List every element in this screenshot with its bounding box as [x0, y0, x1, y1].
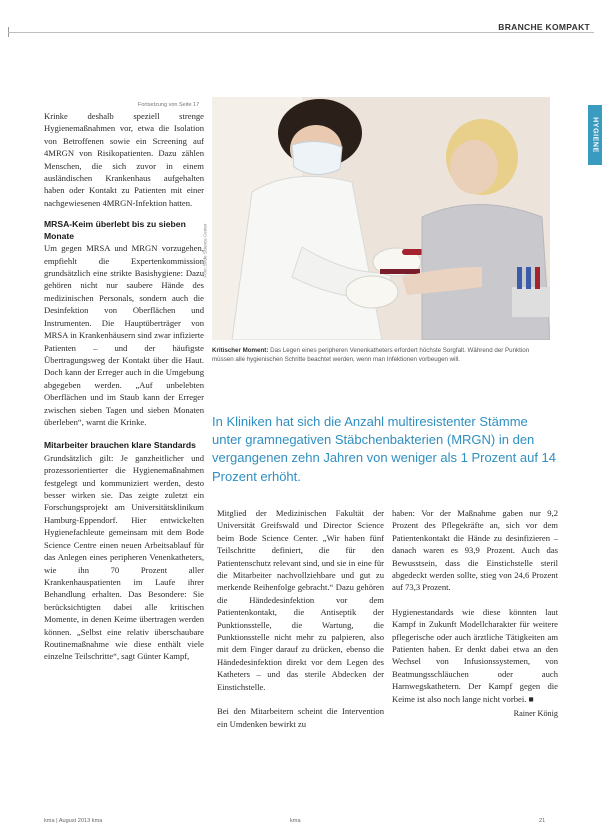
- footer-left: kma | August 2013 kma: [44, 818, 103, 824]
- footer-mid: kma: [290, 818, 301, 824]
- paragraph-col2-2: Bei den Mitarbeitern scheint die Intervention ein Umdenken bewirkt zu: [217, 706, 384, 729]
- author: Rainer König: [513, 709, 558, 719]
- column-2: [217, 507, 384, 730]
- caption-lead: Kritischer Moment:: [212, 347, 269, 354]
- photo-blood-draw: [212, 97, 550, 340]
- end-mark: ■: [528, 693, 534, 704]
- photo-credit: Foto: Bode Science Center: [202, 223, 208, 278]
- photo-illustration: [212, 97, 550, 340]
- side-tab-label: HYGIENE: [591, 117, 599, 153]
- photo-caption: [212, 346, 550, 364]
- column-1: [44, 110, 204, 663]
- subheading-mrsa: MRSA-Keim überlebt bis zu sieben Monate: [44, 219, 186, 241]
- paragraph-mrsa: Um gegen MRSA und MRGN vorzugehen, empfiehlt die Expertenkommission grundsätzlich eine strikte Basishygiene: Dazu gehören nicht nur saubere Hände des medizinischen Personals, sondern auch die Desinfektion von Oberflächen und Instrumenten. Die Hauptüberträger von MRSA in Krankenhäusern sind zwar infizierte Patienten – und der häufigste Übertragungsweg der Kontakt über die Haut. Doch kann der Erreger auch in die Umgebung abgegeben werden. „Auf unbelebten Oberflächen und im Staub kann der Erreger zwischen sieben Tagen und sieben Monaten überleben“, warnt die Krinke.: [44, 243, 204, 427]
- side-tab: [588, 105, 602, 165]
- paragraph-col3-2: [392, 606, 558, 705]
- page-number: 21: [539, 818, 546, 824]
- column-3: [392, 507, 558, 721]
- caption-text: Das Legen eines peripheren Venenkatheters erfordert höchste Sorgfalt. Während der Punktion müssen alle hygienischen Schritte beachtet werden, wenn man Infektionen vorbeugen will.: [212, 347, 530, 363]
- section-label: BRANCHE KOMPAKT: [498, 22, 590, 32]
- paragraph-col3-1: haben: Vor der Maßnahme gaben nur 9,2 Prozent des Pflegekräfte an, sich vor dem Patientenkontakt die Hände zu desinfizieren – danach waren es 93,9 Prozent. Auch das Bewusstsein, dass die Einstichstelle steril abgedeckt werden sollte, stieg von 24,6 Prozent auf 73,3 Prozent.: [392, 508, 558, 593]
- subheading-standards: Mitarbeiter brauchen klare Standards: [44, 440, 196, 451]
- intro-paragraph: Krinke deshalb speziell strenge Hygienemaßnahmen vor, etwa die Isolation von Betroffenen sowie ein Screening auf 4MRGN von Risikopatienten. Dazu zählen Menschen, die sich zuvor in einem ausländischen Krankenhaus aufgehalten haben oder Kontakt zu Patienten mit einer nachgewiesenen 4MRGN-Infektion hatten.: [44, 111, 204, 208]
- paragraph-standards: Grundsätzlich gilt: Je ganzheitlicher und prozessorientierter die Hygienemaßnahmen festgelegt und kommuniziert werden, desto besser wirken sie. Das zeigte zuletzt ein Forschungsprojekt am Universitätsklinikum Hamburg-Eppendorf. Hier entwickelten Hygienefachleute gemeinsam mit dem Bode Science Centre einen neuen Arbeitsablauf für das Anlegen eines peripheren Venenkatheters, wie ihn 70 Prozent aller Krankenhauspatienten im Laufe ihrer Behandlung erhalten. Das Besondere: Sie berücksichtigten dabei alle kritischen Momente, in denen Keime übertragen werden können. „Selbst eine relativ überschaubare Routinemaßnahme wie diese enthält viele einzelne Teilschritte“, sagt Günter Kampf,: [44, 452, 204, 662]
- paragraph-col2-1: Mitglied der Medizinischen Fakultät der Universität Greifswald und Director Science beim Bode Science Center. „Wir haben fünf Teilschritte definiert, die für den Patientenschutz relevant sind, und sie in eine für die Mitarbeiter nachvollziehbare und gut zu merkende Reihenfolge gebracht.“ Dazu gehören die Händedesinfektion vor dem Patientenkontakt, die Antiseptik der Punktionsstelle, die Wartung, die Punktionsstelle nicht mehr zu palpieren, also mit dem Finger darauf zu drücken, ebenso die Händedesinfektion direkt vor dem Legen des Katheters – und das sterile Abdecken der Einstichstelle.: [217, 508, 384, 692]
- pull-quote: In Kliniken hat sich die Anzahl multiresistenter Stämme unter gramnegativen Stäbchenbakterien (MRGN) in den vergangenen zehn Jahren von weniger als 1 Prozent auf 14 Prozent erhöht.: [212, 414, 557, 484]
- header-rule: [8, 32, 594, 33]
- paragraph-col3-2-text: Hygienestandards wie diese könnten laut Kampf in Zukunft Modellcharakter für weitere pflegerische oder auch ärztliche Tätigkeiten am Patienten haben. Er denkt dabei etwa an den Wechsel von Infusionssystemen, von Beatmungsschläuchen oder auch Harnwegskathetern. Der Kampf gegen die Keime ist also noch lange nicht vorbei.: [392, 606, 558, 704]
- continuation-note: Fortsetzung von Seite 17: [138, 102, 200, 108]
